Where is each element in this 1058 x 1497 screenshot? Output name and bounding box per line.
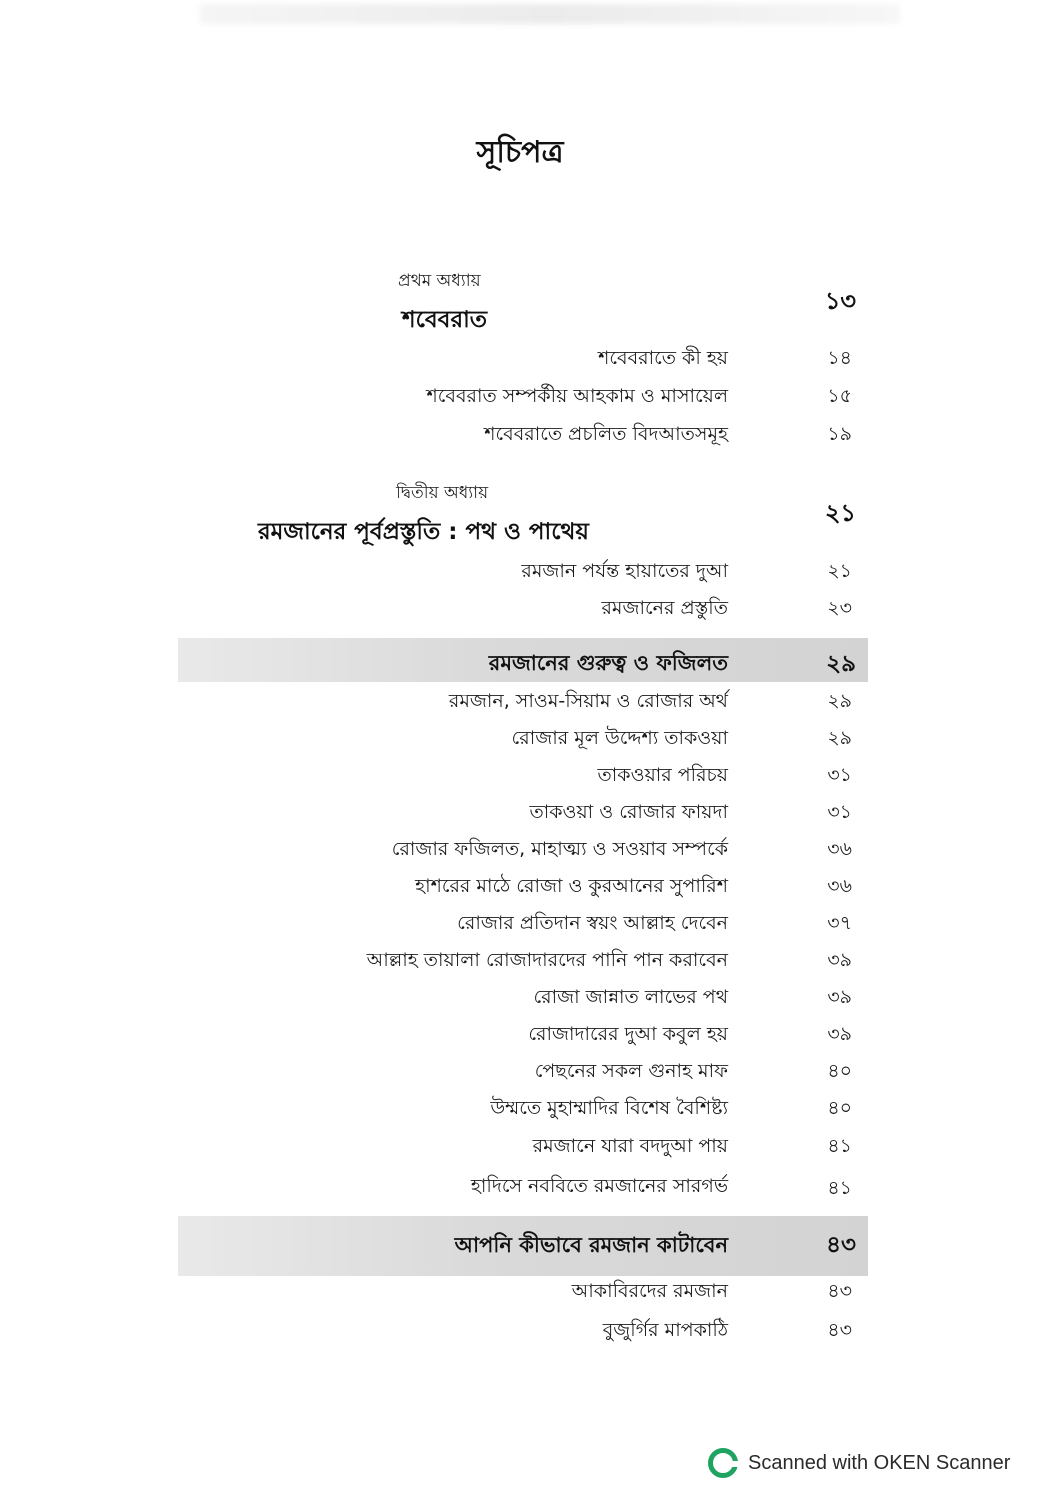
toc-entry-text: শবেবরাতে কী হয় (598, 347, 728, 369)
toc-entry-text: আকাবিরদের রমজান (571, 1280, 728, 1302)
chapter-1-page: ১৩ (824, 287, 856, 315)
toc-entry-text: রমজানের প্রস্তুতি (601, 597, 728, 619)
toc-entry-page: ১৫ (827, 385, 852, 407)
toc-entry-page: ৪৩ (827, 1280, 852, 1302)
chapter-2-label: দ্বিতীয় অধ্যায় (396, 483, 489, 503)
toc-entry-text: শবেবরাতে প্রচলিত বিদআতসমূহ (484, 423, 728, 445)
toc-entry-text: তাকওয়া ও রোজার ফায়দা (529, 801, 728, 823)
chapter-1-label: প্রথম অধ্যায় (398, 271, 481, 291)
toc-entry-page: ৪১ (827, 1135, 852, 1157)
toc-entry-page: ৩৯ (827, 949, 852, 971)
section-title: আপনি কীভাবে রমজান কাটাবেন (454, 1233, 728, 1257)
toc-entry-page: ৩৬ (827, 838, 852, 860)
toc-entry-page: ৪৩ (827, 1319, 852, 1341)
toc-entry-page: ২৩ (827, 597, 852, 619)
toc-entry-text: রোজার মূল উদ্দেশ্য তাকওয়া (511, 727, 728, 749)
scanner-watermark-text: Scanned with OKEN Scanner (748, 1451, 1011, 1474)
toc-entry-text: রোজার প্রতিদান স্বয়ং আল্লাহ দেবেন (457, 912, 728, 934)
toc-entry-text: হাদিসে নববিতে রমজানের সারগর্ভ (470, 1175, 728, 1197)
bleed-through-shadow (200, 4, 900, 24)
toc-entry-text: পেছনের সকল গুনাহ মাফ (534, 1060, 728, 1082)
chapter-1-title: শবেবরাত (402, 307, 488, 333)
toc-entry-page: ২৯ (827, 690, 852, 712)
toc-entry-page: ৩৭ (827, 912, 852, 934)
toc-entry-text: আল্লাহ তায়ালা রোজাদারদের পানি পান করাবেন (366, 949, 728, 971)
toc-entry-text: রমজান, সাওম-সিয়াম ও রোজার অর্থ (448, 690, 728, 712)
section-page: ৪৩ (826, 1232, 856, 1258)
toc-entry-page: ২১ (827, 560, 852, 582)
toc-entry-text: বুজুর্গির মাপকাঠি (602, 1319, 728, 1341)
toc-entry-page: ৪০ (827, 1060, 852, 1082)
toc-entry-page: ৪০ (827, 1097, 852, 1119)
toc-entry-page: ২৯ (827, 727, 852, 749)
oken-logo-icon (708, 1448, 738, 1478)
toc-entry-page: ৩১ (827, 801, 852, 823)
section-title: রমজানের গুরুত্ব ও ফজিলত (488, 651, 728, 675)
page-title: সূচিপত্র (476, 135, 564, 170)
toc-entry-text: শবেবরাত সম্পর্কীয় আহকাম ও মাসায়েল (426, 385, 728, 407)
toc-entry-text: রোজাদারের দুআ কবুল হয় (528, 1023, 728, 1045)
toc-entry-text: রোজা জান্নাত লাভের পথ (533, 986, 728, 1008)
toc-entry-text: রোজার ফজিলত, মাহাত্ম্য ও সওয়াব সম্পর্কে (391, 838, 728, 860)
toc-entry-page: ৩৬ (827, 875, 852, 897)
toc-entry-page: ৩৯ (827, 986, 852, 1008)
section-page: ২৯ (826, 651, 856, 677)
toc-entry-page: ১৪ (827, 347, 852, 369)
chapter-2-title: রমজানের পূর্বপ্রস্তুতি : পথ ও পাথেয় (258, 519, 589, 545)
toc-entry-page: ১৯ (827, 423, 852, 445)
toc-entry-text: তাকওয়ার পরিচয় (597, 764, 728, 786)
scanner-watermark (708, 1446, 1010, 1480)
toc-entry-text: রমজান পর্যন্ত হায়াতের দুআ (521, 560, 728, 582)
chapter-2-page: ২১ (824, 499, 856, 527)
toc-entry-text: রমজানে যারা বদদুআ পায় (532, 1135, 728, 1157)
toc-entry-page: ৪১ (827, 1177, 852, 1199)
toc-entry-page: ৩১ (827, 764, 852, 786)
toc-entry-page: ৩৯ (827, 1023, 852, 1045)
toc-entry-text: হাশরের মাঠে রোজা ও কুরআনের সুপারিশ (415, 875, 728, 897)
toc-entry-text: উম্মতে মুহাম্মাদির বিশেষ বৈশিষ্ট্য (490, 1097, 728, 1119)
